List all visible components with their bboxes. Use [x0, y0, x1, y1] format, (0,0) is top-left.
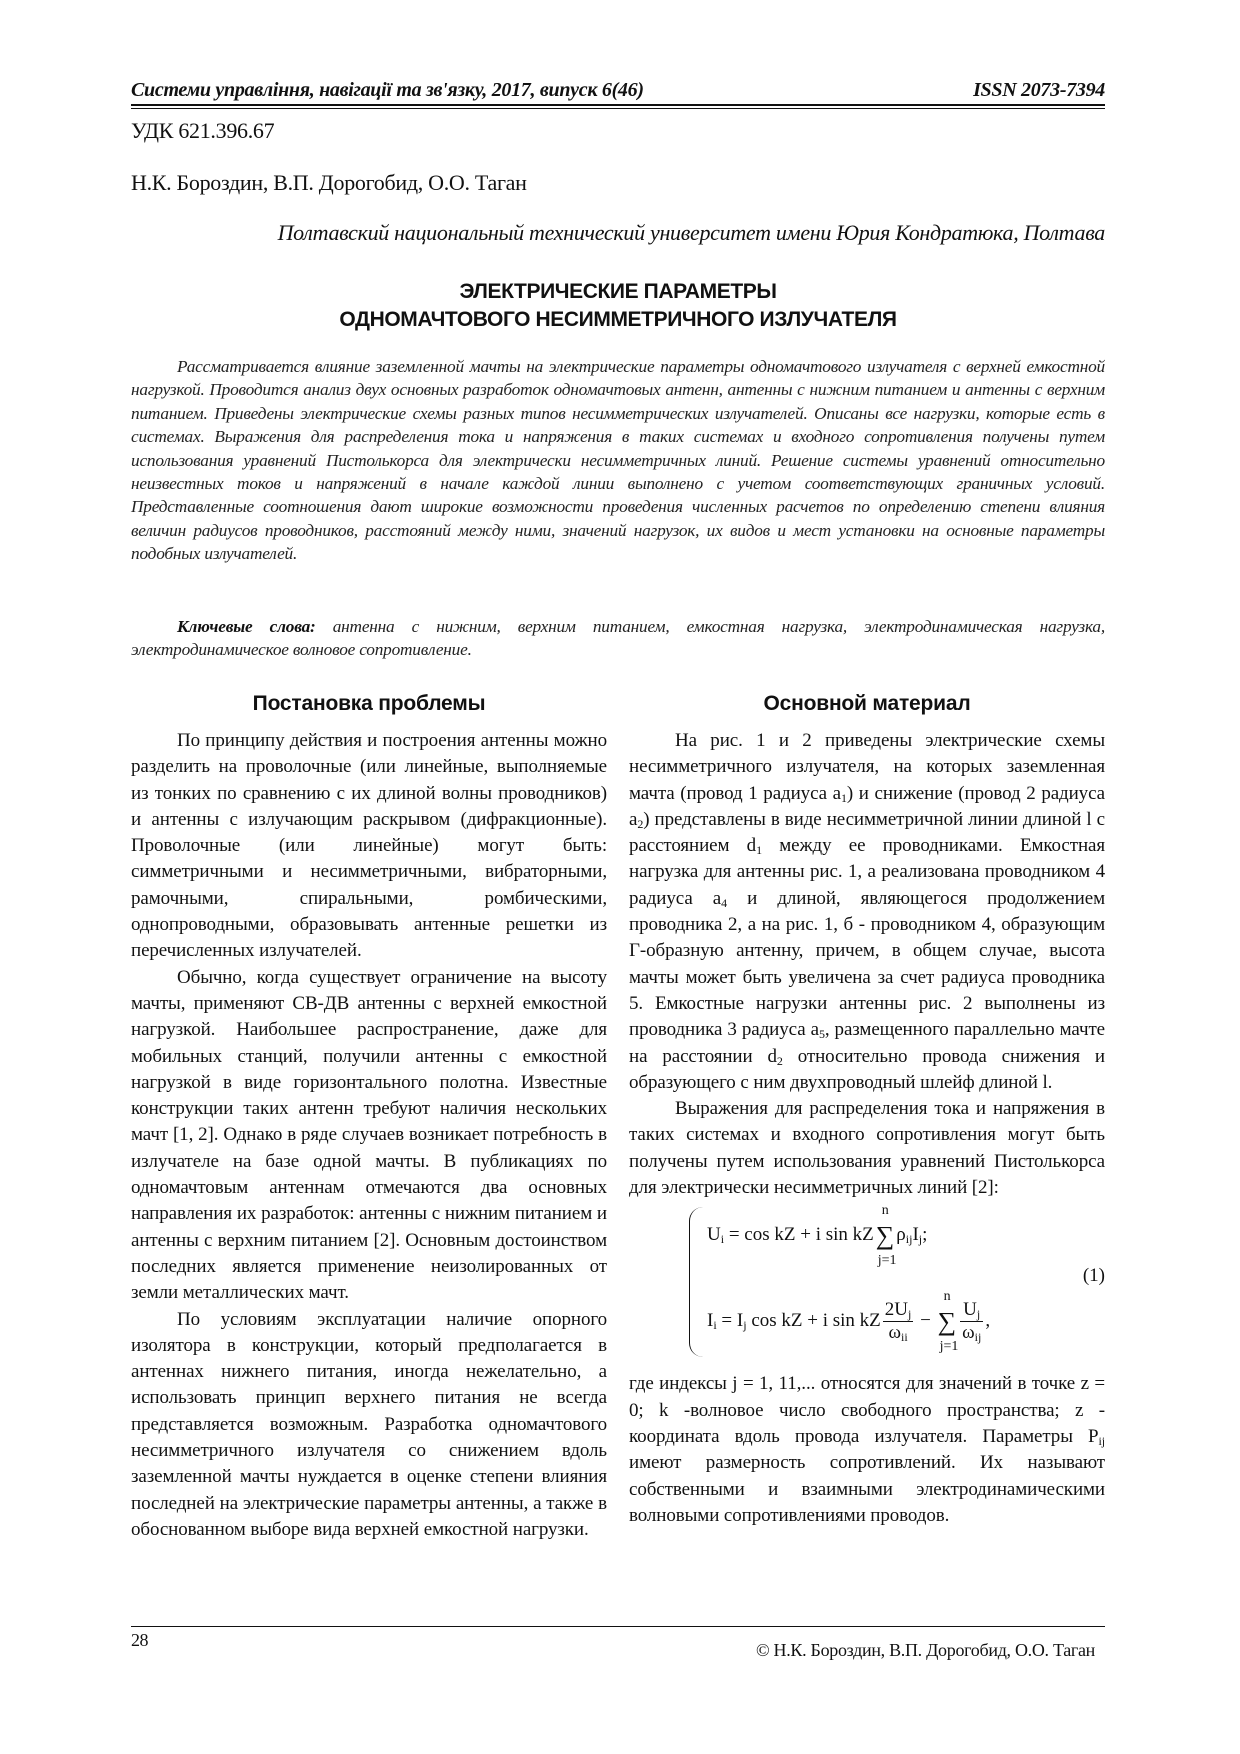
paragraph: Выражения для распределения тока и напряжения в таких системах и входного сопротивления могут быть получены путем использования уравнений Пистолькорса для электрически несимметричных линий [2]: [629, 1098, 1105, 1199]
paragraph: где индексы j = 1, 11,... относятся для значений в точке z = 0; k -волновое число свободного пространства; z - координата вдоль провода излучателя. Параметры $P_{ij}$ имеют размерность сопротивлений. Их называют собственными и взаимными электродинамическими волновыми сопротивлениями проводов. [629, 1373, 1105, 1526]
issn: ISSN 2073-7394 [973, 79, 1105, 101]
running-header [131, 76, 1105, 106]
page-number: 28 [131, 1630, 148, 1650]
paper-title [131, 278, 1105, 334]
left-column [131, 690, 607, 1543]
title-line-1: ЭЛЕКТРИЧЕСКИЕ ПАРАМЕТРЫ [459, 280, 777, 303]
left-brace-icon [689, 1207, 704, 1357]
equation-line-current: $I_i = I_j$ cos kZ + i sin kZ $\frac{2U_j}{\omega_{ii}}$ − ∑ n j=1 $\frac{U_j}{\omega_{ij}}$ , [707, 1289, 991, 1355]
authors: Н.К. Бороздин, В.П. Дорогобид, О.О. Таган [131, 170, 527, 195]
paper-page [131, 0, 1105, 1754]
equation-number: (1) [1082, 1265, 1105, 1287]
footer-copyright: © Н.К. Бороздин, В.П. Дорогобид, О.О. Таган [755, 1640, 1095, 1660]
section-heading-main: Основной материал [763, 692, 971, 715]
paragraph: На рис. 1 и 2 приведены электрические схемы несимметричного излучателя, на которых заземленная мачта (провод 1 радиуса $a_1$) и снижение (провод 2 радиуса $a_2$) представлены в виде несимметричной линии длиной l с расстоянием $d_1$ между ее проводниками. Емкостная нагрузка для антенны рис. 1, а реализована проводником 4 радиуса $a_4$ и длиной, являющегося продолжением проводника 2, а на рис. 1, б - проводником 4, образующим Г-образную антенну, причем, в общем случае, высота мачты может быть увеличена за счет радиуса проводника 5. Емкостные нагрузки антенны рис. 2 выполнены из проводника 3 радиуса $a_5$, размещенного параллельно мачте на расстоянии $d_2$ относительно провода снижения и образующего с ним двухпроводный шлейф длиной l. [629, 730, 1106, 1093]
fraction: $\frac{2U_j}{\omega_{ii}}$ [884, 1299, 912, 1345]
equation-line-voltage: $U_i = \cos$ kZ + i sin kZ∑ n j=1 $\rho_{ij}I_j$; [707, 1203, 928, 1269]
right-column [629, 690, 1105, 1529]
footer-rule [131, 1626, 1105, 1627]
sum-icon: ∑ n j=1 [937, 1289, 959, 1355]
header-rule [131, 104, 1105, 109]
journal-title: Системи управління, навігації та зв'язку, 2017, випуск 6(46) [131, 79, 644, 101]
sum-icon: ∑ n j=1 [875, 1203, 897, 1269]
keywords [131, 615, 1105, 662]
title-line-2: ОДНОМАЧТОВОГО НЕСИММЕТРИЧНОГО ИЗЛУЧАТЕЛЯ [339, 308, 897, 331]
keywords-label: Ключевые слова: [177, 617, 316, 636]
keywords-text: антенна с нижним, верхним питанием, емкостная нагрузка, электродинамическая нагрузка, электродинамическое волновое сопротивление. [131, 617, 1105, 660]
paragraph: По условиям эксплуатации наличие опорного изолятора в конструкции, который предполагается в антеннах нижнего питания, иногда нежелательно, а использовать принцип верхнего питания не всегда представляется возможным. Разработка одномачтового несимметричного излучателя со снижением вдоль заземленной мачты нуждается в оценке степени влияния последней на электрические параметры антенны, а также в обоснованном выборе вида верхней емкостной нагрузки. [131, 1308, 607, 1540]
equation-1 [629, 1203, 1105, 1365]
udk-code: УДК 621.396.67 [131, 118, 275, 143]
section-heading-problem: Постановка проблемы [252, 692, 486, 715]
abstract: Рассматривается влияние заземленной мачты на электрические параметры одномачтового излучателя с верхней емкостной нагрузкой. Проводится анализ двух основных разработок одномачтовых антенн, антенны с нижним питанием и антенны с верхним питанием. Приведены электрические схемы разных типов несимметрических излучателей. Описаны все нагрузки, которые есть в системах. Выражения для распределения тока и напряжения в таких системах и входного сопротивления получены путем использования уравнений Пистолькорса для электрически несимметричных линий. Решение системы уравнений относительно неизвестных токов и напряжений в начале каждой линии выполнено с учетом соответствующих граничных условий. Представленные соотношения дают широкие возможности проведения численных расчетов по определению степени влияния величин радиусов проводников, расстояний между ними, значений нагрузок, их видов и мест установки на основные параметры подобных излучателей. [131, 357, 1105, 564]
paragraph: По принципу действия и построения антенны можно разделить на проволочные (или линейные, выполняемые из тонких по сравнению с их длиной волны проводников) и антенны с излучающим раскрывом (дифракционные). Проволочные (или линейные) могут быть: симметричными и несимметричными, вибраторными, рамочными, спиральными, ромбическими, однопроводными, образовывать антенные решетки из перечисленных излучателей. [131, 730, 607, 962]
affiliation: Полтавский национальный технический университет имени Юрия Кондратюка, Полтава [277, 220, 1105, 245]
fraction: $\frac{U_j}{\omega_{ij}}$ [962, 1299, 982, 1345]
paragraph: Обычно, когда существует ограничение на высоту мачты, применяют СВ-ДВ антенны с верхней емкостной нагрузкой. Наибольшее распространение, даже для мобильных станций, получили антенны с емкостной нагрузкой в виде горизонтального полотна. Известные конструкции таких антенн требуют наличия нескольких мачт [1, 2]. Однако в ряде случаев возникает потребность в излучателе на базе одной мачты. В публикациях по одномачтовым антеннам отмечаются два основных направления их разработок: антенны с нижним питанием и антенны с верхним питанием [2]. Основным достоинством последних является применение неизолированных от земли металлических мачт. [131, 966, 607, 1304]
